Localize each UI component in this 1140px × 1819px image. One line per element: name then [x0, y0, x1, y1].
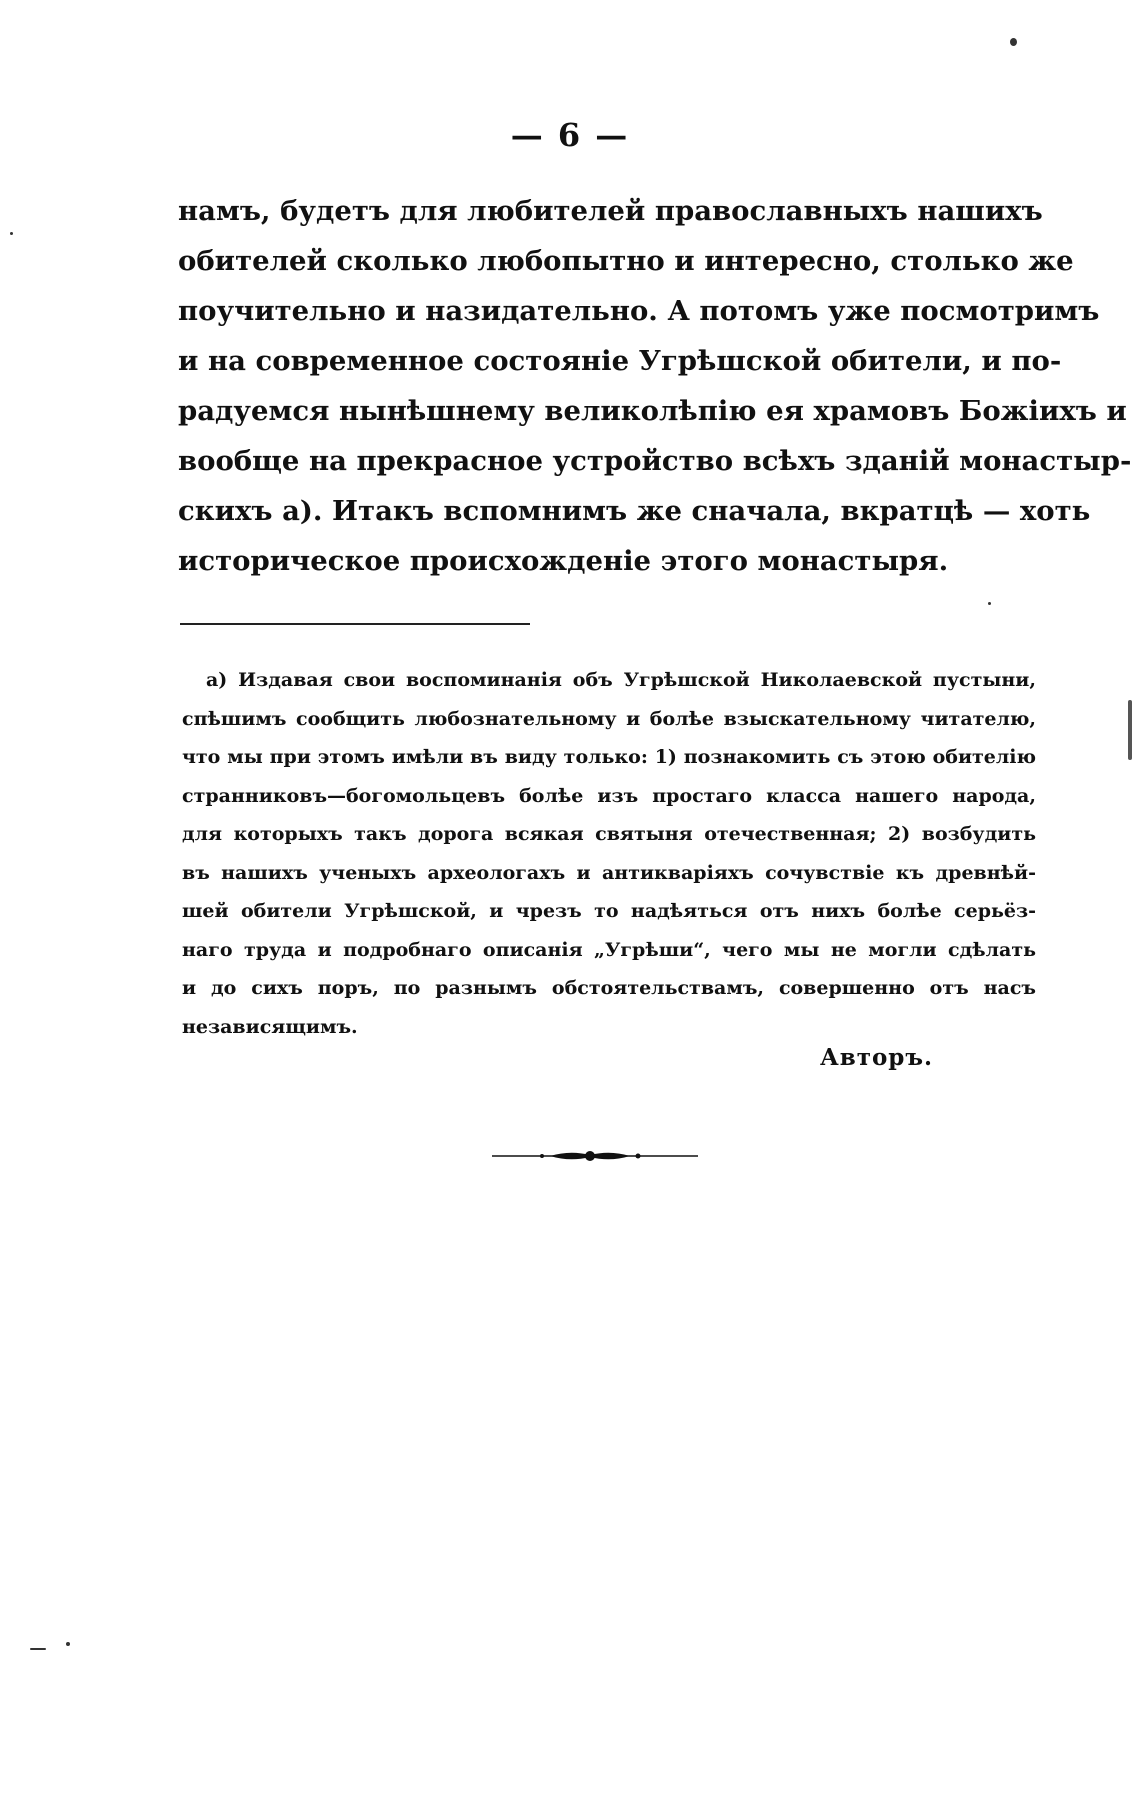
ornament-divider-icon [490, 1146, 700, 1166]
body-paragraph [178, 186, 1132, 586]
footnote-line: спѣшимъ сообщить любознательному и болѣе взыскательному читателю, [182, 707, 1036, 730]
scan-speck [66, 1642, 70, 1646]
scan-speck [988, 602, 991, 605]
body-line: вообще на прекрасное устройство всѣхъ зданій монастыр- [178, 445, 1132, 477]
footnote-divider [180, 623, 530, 625]
footnote-line: а) Издавая свои воспоминанія объ Угрѣшской Николаевской пустыни, [206, 669, 1036, 691]
scan-speck [1010, 38, 1017, 46]
footnote [182, 661, 1036, 1046]
footnote-line: что мы при этомъ имѣли въ виду только: 1) познакомить съ этою обителію [182, 746, 1036, 768]
body-line: поучительно и назидательно. А потомъ уже посмотримъ [178, 295, 1100, 327]
scan-speck [10, 232, 13, 235]
footnote-line: шей обители Угрѣшской, и чрезъ то надѣяться отъ нихъ болѣе серьёз- [182, 900, 1036, 922]
body-line: и на современное состояніе Угрѣшской обители, и по- [178, 345, 1062, 377]
body-line: обителей сколько любопытно и интересно, столько же [178, 245, 1074, 277]
footnote-line: въ нашихъ ученыхъ археологахъ и антикваріяхъ сочувствіе къ древнѣй- [182, 861, 1036, 884]
page-number: — 6 — [510, 116, 630, 154]
footnote-line: независящимъ. [182, 1015, 358, 1038]
footnote-line: странниковъ—богомольцевъ болѣе изъ простаго класса нашего народа, [182, 784, 1036, 807]
scan-speck [30, 1648, 46, 1650]
footnote-line: наго труда и подробнаго описанія „Угрѣши“, чего мы не могли сдѣлать [182, 938, 1036, 961]
body-line: радуемся нынѣшнему великолѣпію ея храмовъ Божіихъ и [178, 395, 1127, 427]
footnote-line: для которыхъ такъ дорога всякая святыня отечественная; 2) возбудить [182, 823, 1036, 845]
footnote-line: и до сихъ поръ, по разнымъ обстоятельствамъ, совершенно отъ насъ [182, 977, 1036, 999]
scan-edge [1128, 700, 1132, 760]
body-line: историческое происхожденіе этого монастыря. [178, 545, 949, 577]
body-line: намъ, будетъ для любителей православныхъ нашихъ [178, 195, 1043, 227]
author-signature: Авторъ. [820, 1044, 934, 1071]
body-line: скихъ а). Итакъ вспомнимъ же сначала, вкратцѣ — хоть [178, 495, 1091, 527]
